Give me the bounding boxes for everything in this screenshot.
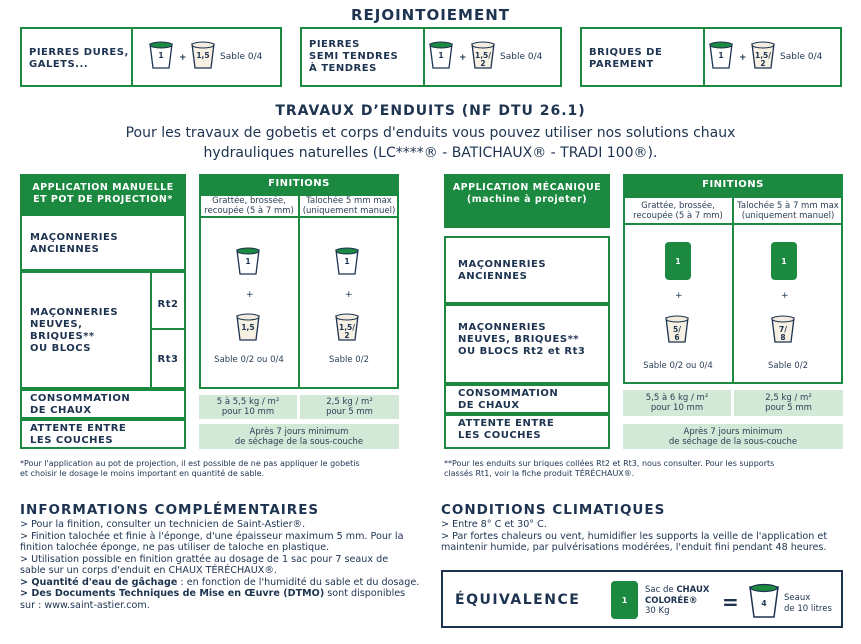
rej-sand-cup-1 xyxy=(190,40,216,70)
climat-line-3: maintenir humide, par pulvérisations modérées, l'enduit fini pendant 48 heures. xyxy=(441,542,827,553)
right-finitions-text: FINITIONS xyxy=(702,179,764,190)
infos-line-6-rest: : en fonction de l'humidité du sable et du dosage. xyxy=(177,576,420,588)
infos-line-6-bold: > Quantité d'eau de gâchage xyxy=(20,576,178,588)
climat-line-1: > Entre 8° C et 30° C. xyxy=(441,519,547,530)
left-c2-sand-cup-label: 1,5/ 2 xyxy=(338,323,356,340)
infos-line-4: > Utilisation possible en finition grattée au dosage de 1 sac pour 7 seaux de xyxy=(20,553,389,565)
equivalence-bucket-icon xyxy=(748,583,780,619)
left-finitions-text: FINITIONS xyxy=(268,178,330,189)
rej-binder-cup-3 xyxy=(708,40,734,70)
equivalence-bucket-num: 4 xyxy=(761,599,767,608)
left-c2-plus: + xyxy=(345,290,353,300)
equivalence-bag-icon xyxy=(611,581,638,619)
right-c1-sand-cup xyxy=(664,314,690,344)
rej-sand-cup-2 xyxy=(470,40,496,70)
equivalence-sac-bold-2: COLORÉE® xyxy=(645,595,698,606)
right-table-header-text: APPLICATION MÉCANIQUE (machine à projeter) xyxy=(452,182,602,205)
enduits-intro-1: Pour les travaux de gobetis et corps d'enduits vous pouvez utiliser nos solutions chaux xyxy=(125,125,736,141)
left-row-neuves-label: MAÇONNERIES NEUVES, BRIQUES** OU BLOCS xyxy=(30,307,119,354)
left-attente-text: Après 7 jours minimum de séchage de la sous-couche xyxy=(234,426,364,447)
right-attente xyxy=(623,424,843,449)
left-row-anciennes-label: MAÇONNERIES ANCIENNES xyxy=(30,232,119,255)
equivalence-equals: = xyxy=(722,590,739,614)
left-c1-sand-cup-label: 1,5 xyxy=(241,323,255,332)
rej-sable-3: Sable 0/4 xyxy=(780,52,823,62)
left-conso-2 xyxy=(300,395,399,419)
right-conso-1 xyxy=(623,390,731,416)
equivalence-sac-1: Sac de xyxy=(645,585,677,595)
rej-plus-3: + xyxy=(739,53,747,63)
left-table-header-text: APPLICATION MANUELLE ET POT DE PROJECTION* xyxy=(32,182,174,205)
left-footnote: *Pour l'application au pot de projection, il est possible de ne pas appliquer le gobetis et choisir le dosage le moins important en quantité de sable. xyxy=(20,459,360,478)
equivalence-sac-text xyxy=(645,585,709,617)
right-row-attente-label: ATTENTE ENTRE LES COUCHES xyxy=(458,418,555,441)
right-c1-bag xyxy=(665,242,691,280)
right-c2-sand-cup-label: 7/ 8 xyxy=(779,325,787,342)
right-table-header xyxy=(444,174,610,214)
rej-binder-cup-1-label: 1 xyxy=(158,51,164,60)
left-rt2: Rt2 xyxy=(157,299,179,310)
rej-sable-1: Sable 0/4 xyxy=(220,52,263,62)
enduits-title: TRAVAUX D’ENDUITS (NF DTU 26.1) xyxy=(275,103,586,119)
climat-line-2: > Par fortes chaleurs ou vent, humidifier les supports la veille de l'application et xyxy=(441,530,828,542)
infos-title: INFORMATIONS COMPLÉMENTAIRES xyxy=(20,502,320,518)
rej-binder-cup-1 xyxy=(148,40,174,70)
right-c1-sable: Sable 0/2 ou 0/4 xyxy=(643,361,713,371)
infos-line-7 xyxy=(20,588,422,600)
climat-title: CONDITIONS CLIMATIQUES xyxy=(441,502,666,518)
equivalence-label: ÉQUIVALENCE xyxy=(455,592,581,608)
rejointoiement-label-2: PIERRES SEMI TENDRES À TENDRES xyxy=(309,39,399,74)
right-c2-plus: + xyxy=(781,291,789,301)
rej-binder-cup-2-label: 1 xyxy=(438,51,444,60)
equivalence-sac-bold-1: CHAUX xyxy=(676,585,710,595)
right-conso-2-text: 2,5 kg / m² pour 5 mm xyxy=(765,393,812,413)
right-c2-sand-cup xyxy=(770,314,796,344)
infos-line-2: > Finition talochée et finie à l'éponge, d'une épaisseur maximum 5 mm. Pour la xyxy=(20,530,404,542)
rej-plus-2: + xyxy=(459,53,467,63)
equivalence-seaux-2: de 10 litres xyxy=(784,603,832,614)
left-row-conso-label: CONSOMMATION DE CHAUX xyxy=(30,393,131,416)
left-c1-binder-cup xyxy=(235,246,261,276)
infos-line-7-rest: sont disponibles xyxy=(324,588,406,599)
infos-line-3: finition talochée éponge, ne pas utiliser de taloche en plastique. xyxy=(20,542,330,553)
rejointoiement-label-3: BRIQUES DE PAREMENT xyxy=(589,47,663,70)
right-conso-1-text: 5,5 à 6 kg / m² pour 10 mm xyxy=(645,393,709,413)
right-c2-sable: Sable 0/2 xyxy=(768,361,808,371)
left-c2-sable: Sable 0/2 xyxy=(329,355,369,365)
equivalence-sac-3: 30 Kg xyxy=(645,606,670,616)
infos-line-6 xyxy=(20,577,422,589)
rejointoiement-label-1: PIERRES DURES, GALETS... xyxy=(29,47,129,70)
right-c2-bag xyxy=(771,242,797,280)
left-table-header xyxy=(20,174,186,214)
left-c1-binder-cup-label: 1 xyxy=(245,257,251,266)
left-c1-sable: Sable 0/2 ou 0/4 xyxy=(214,355,284,365)
left-conso-2-text: 2,5 kg / m² pour 5 mm xyxy=(326,397,373,417)
left-col1-head: Grattée, brossée, recoupée (5 à 7 mm) xyxy=(204,196,294,216)
right-row-neuves-label: MAÇONNERIES NEUVES, BRIQUES** OU BLOCS Rt2 et Rt3 xyxy=(458,322,586,357)
right-attente-text: Après 7 jours minimum de séchage de la sous-couche xyxy=(668,426,798,447)
rej-binder-cup-2 xyxy=(428,40,454,70)
rej-plus-1: + xyxy=(179,53,187,63)
left-conso-1 xyxy=(199,395,297,419)
left-c2-binder-cup-label: 1 xyxy=(344,257,350,266)
equivalence-seaux-1: Seaux xyxy=(784,593,811,603)
enduits-intro-2: hydrauliques naturelles (LC****® - BATICHAUX® - TRADI 100®). xyxy=(203,145,658,161)
right-finitions-header xyxy=(623,174,843,196)
rej-binder-cup-3-label: 1 xyxy=(718,51,724,60)
rej-sand-cup-2-label: 1,5/ 2 xyxy=(474,51,492,68)
right-col2-head: Talochée 5 à 7 mm max (uniquement manuel) xyxy=(737,201,839,221)
left-finitions-header xyxy=(199,174,399,194)
rejointoiement-title: REJOINTOIEMENT xyxy=(350,6,511,24)
right-row-anciennes-label: MAÇONNERIES ANCIENNES xyxy=(458,259,547,282)
infos-line-7-bold: > Des Documents Techniques de Mise en Œuvre (DTMO) xyxy=(20,588,325,599)
rej-sand-cup-1-label: 1,5 xyxy=(196,51,210,60)
infos-line-8: sur : www.saint-astier.com. xyxy=(20,599,150,611)
right-c1-sand-cup-label: 5/ 6 xyxy=(673,325,681,342)
right-col1-head: Grattée, brossée, recoupée (5 à 7 mm) xyxy=(633,201,723,221)
equivalence-bag-num: 1 xyxy=(621,595,628,605)
left-row-attente-label: ATTENTE ENTRE LES COUCHES xyxy=(30,423,127,446)
left-conso-1-text: 5 à 5,5 kg / m² pour 10 mm xyxy=(216,397,280,417)
right-c1-bag-label: 1 xyxy=(675,256,681,266)
left-c2-binder-cup xyxy=(334,246,360,276)
infos-line-5: sable sur un corps d'enduit en CHAUX TÉRÉCHAUX®. xyxy=(20,565,277,576)
left-col2-head: Talochée 5 mm max (uniquement manuel) xyxy=(302,196,396,216)
right-c1-plus: + xyxy=(675,291,683,301)
rej-sable-2: Sable 0/4 xyxy=(500,52,543,62)
right-row-conso-label: CONSOMMATION DE CHAUX xyxy=(458,388,559,411)
climat-block xyxy=(441,519,851,554)
left-rt3: Rt3 xyxy=(157,354,179,365)
right-conso-2 xyxy=(734,390,843,416)
rej-sand-cup-3-label: 1,5/ 2 xyxy=(754,51,772,68)
infos-block xyxy=(20,519,422,611)
left-attente xyxy=(199,424,399,449)
left-c1-sand-cup xyxy=(235,312,261,342)
right-c2-bag-label: 1 xyxy=(781,256,787,266)
left-c1-plus: + xyxy=(246,290,254,300)
infos-line-1: > Pour la finition, consulter un technicien de Saint-Astier®. xyxy=(20,519,306,530)
equivalence-seaux-text xyxy=(784,593,832,614)
rej-sand-cup-3 xyxy=(750,40,776,70)
right-footnote: **Pour les enduits sur briques collées Rt2 et Rt3, nous consulter. Pour les supports classés Rt1, voir la fiche produit TÉRÉCHAUX®. xyxy=(444,459,775,478)
left-c2-sand-cup xyxy=(334,312,360,342)
